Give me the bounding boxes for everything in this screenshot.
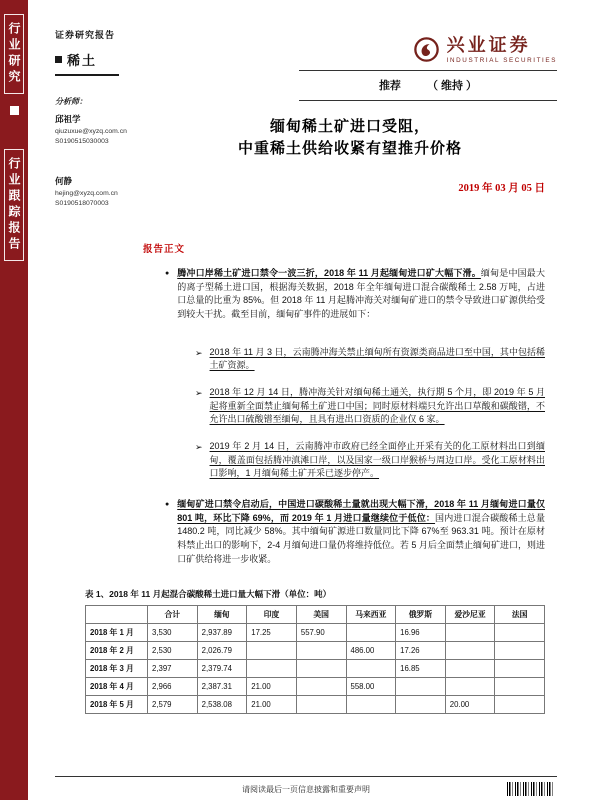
column-header: 爱沙尼亚: [445, 606, 495, 624]
table-cell: 486.00: [346, 642, 396, 660]
analyst-1-email: qiuzuxue@xyzq.com.cn: [55, 128, 127, 135]
table-cell: [296, 660, 346, 678]
bullet-dot-icon: ●: [165, 501, 170, 509]
sub-bullet-3: [195, 440, 545, 481]
row-label: 2018 年 2 月: [86, 642, 148, 660]
page-footer: [55, 776, 557, 795]
table-cell: [445, 624, 495, 642]
brand-text: [447, 36, 557, 64]
sidebar-industry-research-label: 行业研究: [7, 22, 21, 86]
sub-bullet-1: [195, 346, 545, 373]
industry-bullet-square-icon: [55, 56, 62, 63]
report-date: 2019 年 03 月 05 日: [458, 183, 545, 195]
bullet-1-text: 缅甸是中国最大的离子型稀土进口国，根据海关数据，2018 年全年缅甸进口混合碳酸稀土 2.58 万吨，占进口总量的比重为 85%。但 2018 年 11 月起腾冲海关对缅甸矿进口的禁令导致进口矿源供给受到较大干扰。截至目前，缅甸矿事件的进展如下：: [177, 268, 545, 320]
table-cell: 2,937.89: [197, 624, 247, 642]
bullet-1-paragraph: [177, 267, 545, 322]
left-sidebar: [0, 0, 28, 800]
title-column: [143, 28, 557, 207]
brand-name-en: INDUSTRIAL SECURITIES: [446, 56, 557, 64]
analyst-2-name: 何静: [55, 176, 73, 186]
table-cell: [396, 696, 446, 714]
row-label: 2018 年 5 月: [86, 696, 148, 714]
column-header: 法国: [495, 606, 545, 624]
table-cell: [296, 678, 346, 696]
table-cell: 16.96: [396, 624, 446, 642]
brand-rating-block: [299, 36, 557, 101]
table-cell: 16.85: [396, 660, 446, 678]
column-header: 合计: [148, 606, 198, 624]
table-cell: 2,379.74: [197, 660, 247, 678]
table-cell: 21.00: [247, 678, 297, 696]
table-cell: 2,966: [148, 678, 198, 696]
sidebar-square-marker: [10, 106, 19, 115]
industrial-securities-logo-icon: [413, 36, 440, 63]
column-header: 印度: [247, 606, 297, 624]
report-title-line2: 中重稀土供给收紧有望推升价格: [237, 139, 462, 157]
table-cell: [346, 660, 396, 678]
table-cell: [396, 678, 446, 696]
table-row: [86, 642, 545, 660]
bullet-dot-icon: ●: [165, 270, 170, 277]
barcode: [507, 782, 555, 796]
rating-bar: [299, 71, 557, 101]
sidebar-industry-research-box: [4, 14, 24, 94]
table-cell: 2,579: [148, 696, 198, 714]
industry-title-block: [55, 50, 119, 76]
table-cell: [346, 696, 396, 714]
table-cell: [495, 696, 545, 714]
column-header: 美国: [296, 606, 346, 624]
bullet-2-paragraph: [177, 498, 545, 566]
table-cell: 3,530: [148, 624, 198, 642]
sidebar-tracking-report-box: [4, 149, 24, 261]
table-cell: 2,387.31: [197, 678, 247, 696]
table-cell: 17.25: [247, 624, 297, 642]
sidebar-tracking-report-label: 行业跟踪报告: [7, 157, 21, 253]
table-cell: 557.90: [296, 624, 346, 642]
analyst-column: [55, 28, 143, 207]
bullet-2-text: 国内进口混合碳酸稀土总量 1480.2 吨，同比减少 58%。其中缅甸矿源进口数量同比下降 67%至 963.31 吨。预计在原材料禁止出口的影响下，2-4 月缅甸进口量仍将维持低位。若 5 月后全面禁止缅甸矿进口，则进口矿供给将进一步收紧。: [177, 512, 545, 564]
table-cell: 20.00: [445, 696, 495, 714]
analyst-2-license: S0190518070003: [55, 200, 109, 207]
rating-status: （ 维持 ）: [426, 79, 478, 92]
table-cell: [495, 678, 545, 696]
column-header: [86, 606, 148, 624]
industry-title: 稀土: [67, 53, 98, 68]
footer-disclaimer: 请阅读最后一页信息披露和重要声明: [242, 785, 370, 794]
table-cell: [445, 642, 495, 660]
table-cell: [346, 624, 396, 642]
report-type-label: 证券研究报告: [55, 30, 116, 40]
table-cell: 2,397: [148, 660, 198, 678]
sub-bullet-2-text: 2018 年 12 月 14 日，腾冲海关针对缅甸稀土通关，执行期 5 个月，即 2019 年 5 月起将重新全面禁止缅甸稀土矿进口中国；同时原材料端只允许出口草酸和碳酸镨，不允许出口硫酸镨至缅甸，且具有进出口资质的企业仅 6 家。: [209, 387, 545, 425]
column-header: 俄罗斯: [396, 606, 446, 624]
table-cell: [296, 642, 346, 660]
bullet-point-2: [143, 498, 545, 566]
table-cell: [495, 660, 545, 678]
analyst-1-name: 邱祖学: [55, 114, 81, 124]
table-section: [85, 588, 545, 714]
table-cell: 2,026.79: [197, 642, 247, 660]
report-title-line1: 缅甸稀土矿进口受阻，: [269, 117, 430, 135]
analyst-info: [55, 96, 143, 207]
report-header: [55, 28, 557, 207]
analyst-label: 分析师：: [55, 97, 87, 106]
bullet-2-lead: 缅甸矿进口禁令启动后，中国进口碳酸稀土量就出现大幅下滑，2018 年 11 月缅甸进口量仅 801 吨，环比下降 69%，而 2019 年 1 月进口量继续位于低位：: [177, 499, 545, 523]
table-row: [86, 678, 545, 696]
brand-name-cn: 兴业证券: [446, 35, 531, 55]
table-row: [86, 696, 545, 714]
table-caption: 表 1、2018 年 11 月起混合碳酸稀土进口量大幅下滑（单位：吨）: [85, 589, 332, 600]
report-title: [143, 116, 557, 160]
sub-bullet-3-text: 2019 年 2 月 14 日，云南腾冲市政府已经全面停止开采有关的化工原材料出口到缅甸，覆盖面包括腾冲滇滩口岸，以及国家一级口岸猴桥与周边口岸。受化工原材料出口影响，1 月缅甸稀土矿开采已逐步停产。: [209, 441, 545, 479]
table-cell: [296, 696, 346, 714]
table-cell: [445, 678, 495, 696]
sub-bullet-1-text: 2018 年 11 月 3 日，云南腾冲海关禁止缅甸所有资源类商品进口至中国，其中包括稀土矿资源。: [209, 346, 545, 371]
table-header-row: [86, 606, 545, 624]
analyst-1-license: S0190515030003: [55, 138, 109, 145]
main-content: [28, 0, 600, 800]
row-label: 2018 年 3 月: [86, 660, 148, 678]
bullet-point-1: [143, 267, 545, 322]
report-body: [143, 241, 545, 566]
table-cell: [445, 660, 495, 678]
section-label: 报告正文: [143, 244, 186, 255]
table-cell: 21.00: [247, 696, 297, 714]
column-header: 缅甸: [197, 606, 247, 624]
row-label: 2018 年 4 月: [86, 678, 148, 696]
arrow-bullet-icon: ➢: [195, 347, 203, 358]
table-cell: 17.26: [396, 642, 446, 660]
brand-block: [299, 36, 557, 71]
column-header: 马来西亚: [346, 606, 396, 624]
analyst-2-email: hejing@xyzq.com.cn: [55, 190, 118, 197]
arrow-bullet-icon: ➢: [195, 388, 203, 399]
table-cell: 558.00: [346, 678, 396, 696]
rating-value: 推荐: [378, 79, 401, 92]
table-cell: [247, 660, 297, 678]
sub-bullet-2: [195, 386, 545, 427]
table-cell: [495, 642, 545, 660]
import-volume-table: [85, 605, 545, 714]
bullet-1-lead: 腾冲口岸稀土矿进口禁令一波三折，2018 年 11 月起缅甸进口矿大幅下滑。: [177, 268, 481, 278]
row-label: 2018 年 1 月: [86, 624, 148, 642]
table-cell: [247, 642, 297, 660]
arrow-bullet-icon: ➢: [195, 442, 203, 453]
table-row: [86, 624, 545, 642]
table-cell: 2,530: [148, 642, 198, 660]
table-cell: 2,538.08: [197, 696, 247, 714]
table-cell: [495, 624, 545, 642]
table-row: [86, 660, 545, 678]
